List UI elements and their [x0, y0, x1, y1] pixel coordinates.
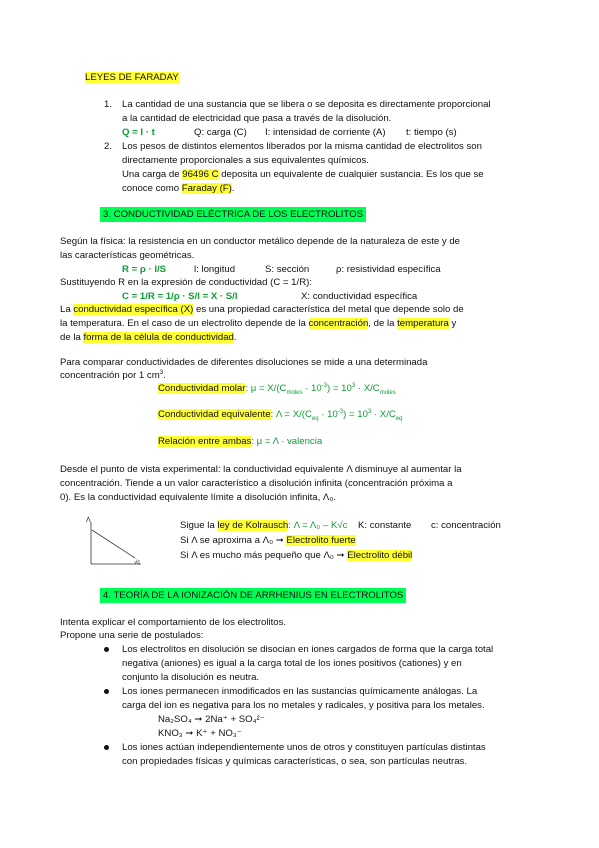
list-number: 1. — [104, 99, 113, 110]
equation: KNO₃ ➞ K⁺ + NO₃⁻ — [158, 728, 242, 739]
text-line: 0). Es la conductividad equivalente límite a disolución infinita, Λ₀. — [60, 492, 336, 503]
text-line: Una carga de 96496 C deposita un equivalente de cualquier sustancia. Es los que se — [122, 169, 484, 180]
definition: c: concentración — [431, 520, 501, 531]
formula-c: C = 1/R = 1/ρ · S/l = X · S/l — [122, 291, 238, 302]
text-line: Sustituyendo R en la expresión de conductividad (C = 1/R): — [60, 277, 312, 288]
debil-line: Si Λ es mucho más pequeño que Λ₀ ➞ Electrolito débil — [180, 550, 413, 561]
section-heading-arrhenius: 4. TEORÍA DE LA IONIZACIÓN DE ARRHENIUS EN ELECTROLITOS — [100, 590, 406, 602]
definition: I: intensidad de corriente (A) — [265, 127, 386, 138]
text-line: Propone una serie de postulados: — [60, 630, 204, 641]
definition: S: sección — [265, 264, 310, 275]
text-line: de la forma de la célula de conductividad. — [60, 332, 237, 343]
formula-relacion: Relación entre ambas: μ = Λ · valencia — [158, 436, 323, 447]
definition: K: constante — [358, 520, 412, 531]
definition: ρ: resistividad específica — [336, 264, 441, 275]
text-line: conoce como Faraday (F). — [122, 183, 235, 194]
graph-y-label: Λ — [86, 517, 91, 524]
text-line: carga del ion es negativa para los no metales y radicales, y positiva para los metales. — [122, 700, 485, 711]
text-line: directamente proporcionales a sus equivalentes químicos. — [122, 155, 369, 166]
equation: Na₂SO₄ ➞ 2Na⁺ + SO₄²⁻ — [158, 714, 265, 725]
formula-equivalente: Conductividad equivalente: $\Lambda = X/(C_{eq} \cdot 10^{-3}) = 10^3 \cdot X/C_{eq}$ — [158, 408, 403, 422]
text-line: Según la física: la resistencia en un conductor metálico depende de la naturaleza de este y de — [60, 236, 460, 247]
text-line: conjunto la disolución es neutra. — [122, 672, 260, 683]
bullet-icon — [104, 745, 109, 750]
text-line: Desde el punto de vista experimental: la conductividad equivalente Λ disminuye al aumentar la — [60, 464, 462, 475]
text-line: Para comparar conductividades de diferentes disoluciones se mide a una determinada — [60, 357, 428, 368]
text-line: Los iones permanecen inmodificados en las sustancias químicamente análogas. La — [122, 686, 478, 697]
text-line: las características geométricas. — [60, 250, 195, 261]
definition: X: conductividad específica — [301, 291, 418, 302]
bullet-icon — [104, 689, 109, 694]
text-line: La conductividad específica (X) es una propiedad característica del metal que depende solo de — [60, 304, 464, 315]
section-heading-conductividad: 3. CONDUCTIVIDAD ELÉCTRICA DE LOS ELECTROLITOS — [100, 209, 366, 221]
bullet-icon — [104, 647, 109, 652]
formula-r: R = ρ · l/S — [122, 264, 167, 275]
graph-x-label: √c — [134, 560, 141, 566]
formula-molar: Conductividad molar: $\mu = X/(C_{moles} \cdot 10^{-3}) = 10^3 \cdot X/C_{moles}$ — [158, 382, 396, 396]
text-line: negativa (aniones) es igual a la carga total de los iones positivos (cationes) y en — [122, 658, 462, 669]
definition: l: longitud — [194, 264, 236, 275]
text-line: Intenta explicar el comportamiento de los electrolitos. — [60, 617, 287, 628]
fuerte-line: Si Λ se aproxima a Λ₀ ➞ Electrolito fuerte — [180, 535, 356, 546]
text-line: Los electrolitos en disolución se disocian en iones cargados de forma que la carga total — [122, 644, 494, 655]
definition: t: tiempo (s) — [406, 127, 457, 138]
text-line: Los iones actúan independientemente unos de otros y constituyen partículas distintas — [122, 742, 486, 753]
text-line: con propiedades físicas y químicas características, o sea, son partículas neutras. — [122, 756, 468, 767]
text-line: concentración por 1 $cm^3$. — [60, 369, 166, 381]
kolrausch-line: Sigue la ley de Kolrausch: Λ = Λ₀ – K√c — [180, 520, 348, 531]
formula-q: Q = I · t — [122, 127, 155, 138]
text-line: la temperatura. En el caso de un electrolito depende de la concentración, de la temperatura y — [60, 318, 457, 329]
text-line: La cantidad de una sustancia que se libera o se deposita es directamente proporcional — [122, 99, 491, 110]
text-line: Los pesos de distintos elementos liberados por la misma cantidad de electrolitos son — [122, 141, 482, 152]
section-heading-leyes: LEYES DE FARADAY — [85, 72, 179, 83]
text-line: concentración. Tiende a un valor característico a disolución infinita (concentración próxima a — [60, 478, 453, 489]
text-line: a la cantidad de electricidad que pasa a través de la disolución. — [122, 113, 392, 124]
definition: Q: carga (C) — [194, 127, 247, 138]
list-number: 2. — [104, 141, 113, 152]
